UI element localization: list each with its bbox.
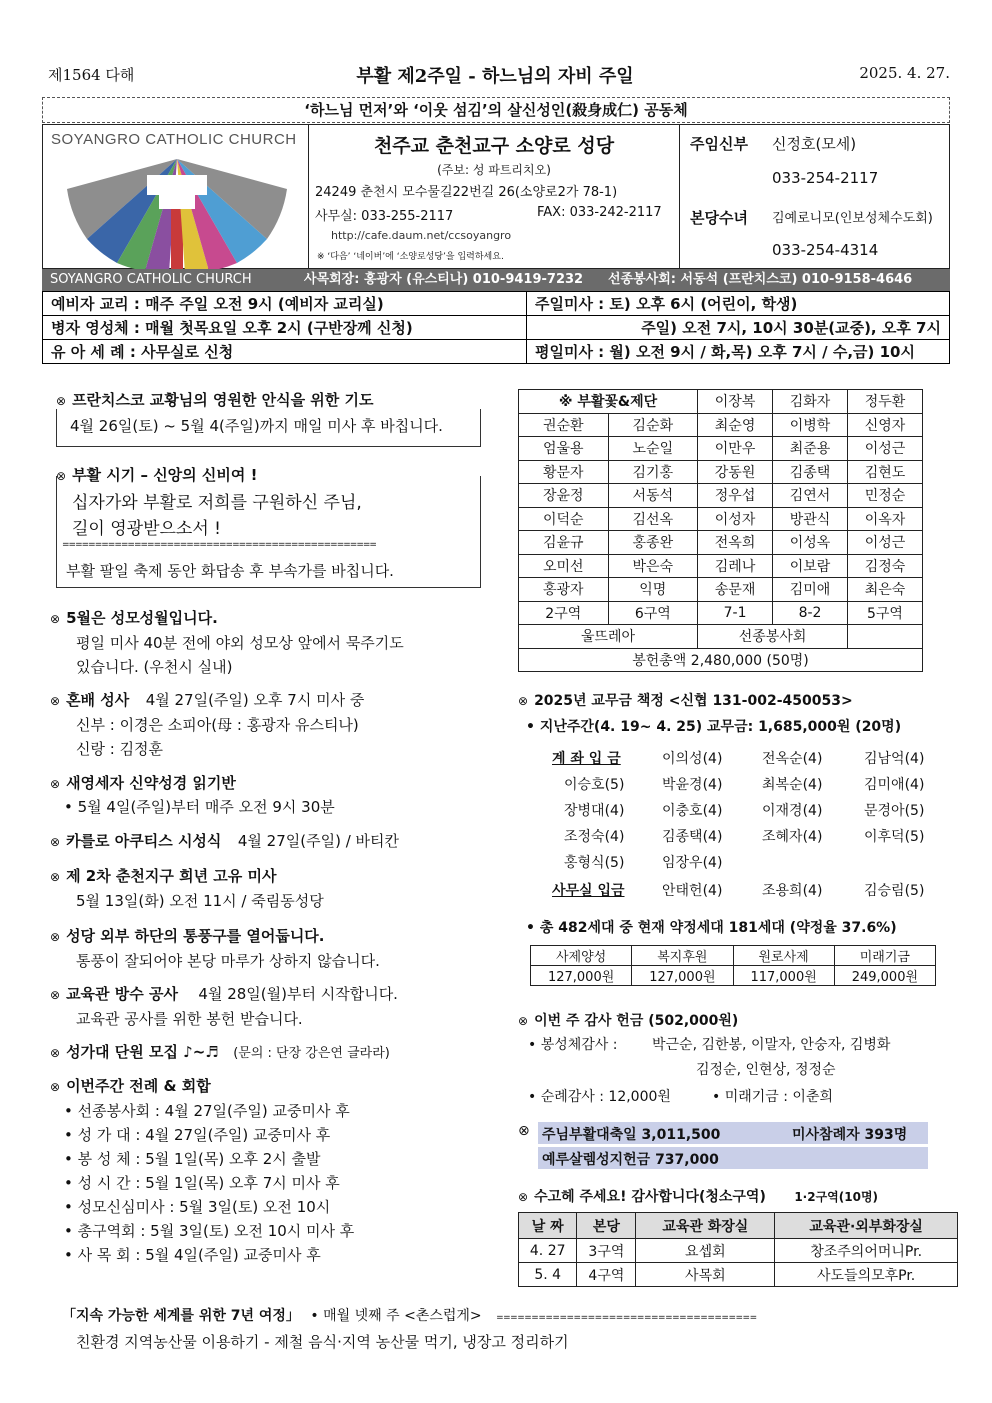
motto-banner: ‘하느님 먼저’와 ‘이웃 섬김’의 살신성인(殺身成仁) 공동체	[42, 97, 950, 123]
list-item: 이후덕(5)	[864, 829, 925, 845]
mission-contact: 선종봉사회: 서동석 (프란치스코) 010-9158-4646	[608, 272, 913, 287]
list-item: • 봉 성 체 : 5월 1일(목) 오후 2시 출발	[64, 1150, 321, 1168]
pope-prayer-title: ⊗ 프란치스코 교황님의 영원한 안식을 위한 기도	[56, 391, 374, 409]
table-cell: 2구역	[519, 601, 609, 625]
table-cell: 117,000원	[733, 966, 834, 986]
table-row	[519, 531, 923, 555]
easter-note: 부활 팔일 축제 동안 화답송 후 부속가를 바칩니다.	[66, 562, 394, 580]
table-cell: 이덕순	[519, 507, 609, 531]
table-cell: 교육관 화장실	[636, 1213, 775, 1239]
week-list	[64, 1100, 354, 1268]
parish-patron: (주보: 성 파트리치오)	[437, 163, 551, 177]
list-item: 전옥순(4)	[762, 751, 823, 767]
vent-notice: ⊗ 성당 외부 하단의 통풍구를 열어둡니다. 통풍이 잘되어야 본당 마루가 상하지 않습니다.	[50, 927, 380, 970]
table-row	[43, 292, 950, 316]
pope-prayer-text: 4월 26일(토) ~ 5월 4(주일)까지 매일 미사 후 바칩니다.	[70, 417, 443, 435]
church-logo-icon	[57, 153, 297, 269]
bullet-icon: ⊗	[50, 835, 61, 849]
easter-offering: 주님부활대축일 3,011,500	[542, 1127, 721, 1143]
may-text1: 평일 미사 40분 전에 야외 성모상 앞에서 묵주기도	[76, 634, 404, 652]
cleaning-table	[518, 1212, 958, 1287]
list-item: 안태헌(4)	[662, 883, 723, 899]
table-cell: 이병학	[773, 413, 848, 437]
table-cell: 정두환	[847, 390, 922, 414]
list-item: 이충호(4)	[662, 803, 723, 819]
schedule-cell: 주일미사 : 토) 오후 6시 (어린이, 학생)	[527, 292, 950, 316]
wedding-notice: ⊗ 혼배 성사 4월 27일(주일) 오후 7시 미사 중 신부 : 이경은 소피아(母 : 홍광자 유스티나) 신랑 : 김정훈	[50, 691, 365, 758]
bullet-icon: ⊗	[518, 694, 529, 708]
bullet-icon: ⊗	[50, 1080, 61, 1094]
bullet-icon: ⊗	[50, 1046, 61, 1060]
acutis-text: 4월 27일(주일) / 바티칸	[237, 832, 399, 850]
table-cell: 창조주의어머니Pr.	[775, 1239, 958, 1263]
table-row	[519, 554, 923, 578]
easter-line1: 십자가와 부활로 저희를 구원하신 주님,	[72, 493, 362, 513]
households-line: • 총 482세대 중 현재 약정세대 181세대 (약정율 37.6%)	[526, 920, 897, 936]
list-item: • 총구역회 : 5월 3일(토) 오전 10시 미사 후	[64, 1222, 355, 1240]
table-cell: 사제양성	[531, 946, 632, 966]
thanks-names1: 박근순, 김한봉, 이말자, 안숭자, 김병화	[652, 1037, 891, 1053]
table-cell: 교육관·외부화장실	[775, 1213, 958, 1239]
table-cell	[847, 625, 922, 649]
table-cell: 김미애	[773, 578, 848, 602]
table-row	[519, 507, 923, 531]
choir-text: (문의 : 단장 강은연 글라라)	[233, 1046, 390, 1061]
easter-line2: 길이 영광받으소서 !	[72, 519, 221, 539]
cafe-link[interactable]: http://cafe.daum.net/ccsoyangro	[331, 229, 512, 242]
table-cell: 이만우	[698, 437, 773, 461]
parish-name: 천주교 춘천교구 소양로 성당	[373, 135, 615, 157]
dues-title: 2025년 교무금 책정 <신협 131-002-450053>	[534, 693, 853, 709]
wedding-groom: 신랑 : 김정훈	[76, 740, 164, 758]
table-cell: ※ 부활꽃&제단	[519, 390, 698, 414]
parish-info	[309, 125, 679, 270]
table-cell: 김윤규	[519, 531, 609, 555]
schedule-cell: 유 아 세 례 : 사무실로 신청	[43, 340, 527, 364]
list-item: 조정숙(4)	[564, 829, 625, 845]
table-cell: 6구역	[608, 601, 698, 625]
edu-notice: ⊗ 교육관 방수 공사 4월 28일(월)부터 시작합니다. 교육관 공사를 위한 봉헌 받습니다.	[50, 985, 398, 1028]
pastor-phone: 033-254-2117	[772, 169, 879, 187]
table-cell: 노순일	[608, 437, 698, 461]
fund-table	[530, 945, 936, 986]
list-item: • 성 시 간 : 5월 1일(목) 오후 7시 미사 후	[64, 1174, 340, 1192]
table-cell: 권순환	[519, 413, 609, 437]
future-fund: • 미래기금 : 이춘희	[712, 1089, 833, 1105]
schedule-cell: 평일미사 : 월) 오전 9시 / 화,목) 오후 7시 / 수,금) 10시	[527, 340, 950, 364]
office-label: 사무실 입금	[552, 883, 625, 899]
table-cell: 이성자	[698, 507, 773, 531]
schedule-cell: 병자 영성체 : 매월 첫목요일 오후 2시 (구반장께 신청)	[43, 316, 527, 340]
issue-number: 제1564 다해	[48, 66, 135, 84]
table-cell: 방관식	[773, 507, 848, 531]
sister-phone: 033-254-4314	[772, 241, 879, 259]
table-cell: 강동원	[698, 460, 773, 484]
table-cell: 장윤정	[519, 484, 609, 508]
pastor-info	[679, 125, 951, 270]
table-cell: 김기홍	[608, 460, 698, 484]
week-schedule: ⊗ 이번주간 전례 & 회합 • 선종봉사회 : 4월 27일(주일) 교중미사 후 • 성 가 대 : 4월 27일(주일) 교중미사 후 • 봉 성 체 : 5월 1일(목) 오후 2시 출발 • 성 시 간 : 5월 1일(목) 오후 7시 미사 후 • 성모신심미사 : 5월 3일(토) 오전 10시 • 총구역회 : 5월 3일(토) 오전 10시 미사 후 • 사 목 회 : 5월 4일(주일) 교중미사 후	[50, 1075, 354, 1268]
schedule-table	[42, 291, 950, 364]
table-cell: 127,000원	[531, 966, 632, 986]
table-cell: 이옥자	[847, 507, 922, 531]
table-cell: 황문자	[519, 460, 609, 484]
bullet-icon: ⊗	[518, 1190, 529, 1204]
table-row	[43, 316, 950, 340]
table-cell: 249,000원	[834, 966, 935, 986]
edu-text: 교육관 공사를 위한 봉헌 받습니다.	[76, 1010, 303, 1028]
sister-label: 본당수녀	[690, 209, 748, 227]
table-cell: 정우섭	[698, 484, 773, 508]
list-item: 김종택(4)	[662, 829, 723, 845]
cleaning-section	[518, 1186, 948, 1206]
table-cell: 전옥희	[698, 531, 773, 555]
table-cell: 김레나	[698, 554, 773, 578]
search-note: ※ ‘다음’ ‘네이버’에 ‘소양로성당’을 입력하세요.	[317, 252, 504, 262]
table-cell: 사도들의모후Pr.	[775, 1263, 958, 1287]
table-cell: 7-1	[698, 601, 773, 625]
schedule-cell: 주일) 오전 7시, 10시 30분(교중), 오후 7시	[527, 316, 950, 340]
list-item: 김승림(5)	[864, 883, 925, 899]
mass2-text: 5월 13일(화) 오전 11시 / 죽림동성당	[76, 892, 324, 910]
may-text2: 있습니다. (우천시 실내)	[76, 658, 233, 676]
council-contact: 사목회장: 홍광자 (유스티나) 010-9419-7232	[304, 272, 584, 287]
may-notice: ⊗ 5월은 성모성월입니다. 평일 미사 40분 전에 야외 성모상 앞에서 묵주기도 있습니다. (우천시 실내)	[50, 609, 404, 676]
cleaning-sub: 1·2구역(10명)	[794, 1190, 879, 1204]
footer-header	[62, 1305, 942, 1325]
infobar-church: SOYANGRO CATHOLIC CHURCH	[50, 272, 252, 287]
table-cell: 이성옥	[773, 531, 848, 555]
jerusalem-bar	[538, 1147, 928, 1169]
bullet-icon: ⊗	[50, 930, 61, 944]
divider: ================================================	[62, 540, 376, 550]
table-cell: 복지후원	[632, 946, 733, 966]
table-row	[43, 340, 950, 364]
table-cell: 8-2	[773, 601, 848, 625]
table-row	[519, 578, 923, 602]
thanks-title: 이번 주 감사 헌금 (502,000원)	[534, 1013, 739, 1029]
list-item: 김미애(4)	[864, 777, 925, 793]
bullet-icon: ⊗	[50, 777, 61, 791]
footer-text: 친환경 지역농산물 이용하기 - 제철 음식·지역 농산물 먹기, 냉장고 정리하기	[76, 1333, 569, 1351]
table-cell: 김순화	[608, 413, 698, 437]
table-cell: 4. 27	[519, 1239, 577, 1263]
easter-offering-bar	[538, 1122, 928, 1144]
table-cell: 127,000원	[632, 966, 733, 986]
bullet-icon: ⊗	[56, 469, 67, 483]
pastor-name: 신정호(모세)	[772, 135, 857, 153]
dues-section	[518, 690, 948, 736]
table-cell: 이성근	[847, 437, 922, 461]
pope-prayer-box	[56, 391, 481, 457]
logo-text: SOYANGRO CATHOLIC CHURCH	[51, 131, 297, 148]
list-item: 이의성(4)	[662, 751, 723, 767]
table-cell: 홍종완	[608, 531, 698, 555]
list-item: 김남억(4)	[864, 751, 925, 767]
table-row	[519, 1213, 958, 1239]
table-cell: 신영자	[847, 413, 922, 437]
table-cell: 최순영	[698, 413, 773, 437]
edu-when: 4월 28일(월)부터 시작합니다.	[198, 985, 398, 1003]
table-cell: 최준용	[773, 437, 848, 461]
nt-text: • 5월 4일(주일)부터 매주 오전 9시 30분	[64, 798, 335, 816]
list-item: 장병대(4)	[564, 803, 625, 819]
bullet-icon: ⊗	[50, 870, 61, 884]
footer-title: 「지속 가능한 세계를 위한 7년 여정」	[62, 1308, 300, 1324]
table-row	[519, 1263, 958, 1287]
flower-donors-table	[518, 389, 923, 672]
table-row	[519, 625, 923, 649]
table-cell: 김화자	[773, 390, 848, 414]
table-cell: 엄울용	[519, 437, 609, 461]
table-cell: 날 짜	[519, 1213, 577, 1239]
fax-number: FAX: 033-242-2117	[537, 205, 662, 220]
list-item: 조혜자(4)	[762, 829, 823, 845]
table-row	[519, 484, 923, 508]
table-cell: 김현도	[847, 460, 922, 484]
table-cell: 김연서	[773, 484, 848, 508]
easter-title: ⊗ 부활 시기 – 신앙의 신비여 !	[56, 466, 258, 484]
cleaning-title: 수고헤 주세요! 감사합니다(청소구역)	[534, 1189, 766, 1205]
bullet-icon: ⊗	[518, 1123, 530, 1139]
vent-text: 통풍이 잘되어야 본당 마루가 상하지 않습니다.	[76, 952, 380, 970]
bullet-icon: ⊗	[50, 988, 61, 1002]
acutis-notice: ⊗ 카를로 아쿠티스 시성식 4월 27일(주일) / 바티칸	[50, 832, 399, 850]
thanks-label: • 봉성체감사 :	[528, 1037, 618, 1053]
list-item: 이승호(5)	[564, 777, 625, 793]
list-item: 최복순(4)	[762, 777, 823, 793]
table-cell: 이보람	[773, 554, 848, 578]
table-cell: 오미선	[519, 554, 609, 578]
wedding-bride: 신부 : 이경은 소피아(母 : 홍광자 유스티나)	[76, 716, 359, 734]
table-cell: 5. 4	[519, 1263, 577, 1287]
logo-area	[43, 125, 309, 270]
easter-box	[56, 464, 481, 588]
jerusalem-offering: 예루살렘성지헌금 737,000	[542, 1152, 719, 1168]
table-row	[519, 437, 923, 461]
dues-week: • 지난주간(4. 19~ 4. 25) 교무금: 1,685,000원 (20명)	[526, 719, 902, 735]
table-cell: 선종봉사회	[698, 625, 848, 649]
nt-reading-notice: ⊗ 새영세자 신약성경 읽기반 • 5월 4일(주일)부터 매주 오전 9시 30분	[50, 774, 335, 816]
list-item: 문경아(5)	[864, 803, 925, 819]
table-row	[519, 648, 923, 672]
list-item: • 선종봉사회 : 4월 27일(주일) 교중미사 후	[64, 1102, 350, 1120]
table-row	[519, 601, 923, 625]
table-row	[519, 1239, 958, 1263]
bullet-icon: ⊗	[50, 612, 61, 626]
table-row	[519, 460, 923, 484]
table-cell: 김선옥	[608, 507, 698, 531]
list-item: 박윤경(4)	[662, 777, 723, 793]
table-cell: 김정숙	[847, 554, 922, 578]
table-cell: 민정순	[847, 484, 922, 508]
table-cell: 본당	[577, 1213, 636, 1239]
list-item: • 사 목 회 : 5월 4일(주일) 교중미사 후	[64, 1246, 321, 1264]
list-item: • 성 가 대 : 4월 27일(주일) 교중미사 후	[64, 1126, 331, 1144]
table-row	[519, 390, 923, 414]
table-cell: 미래기금	[834, 946, 935, 966]
thanks-section	[518, 1010, 948, 1030]
table-cell: 이장복	[698, 390, 773, 414]
table-cell: 최은숙	[847, 578, 922, 602]
table-cell: 이성근	[847, 531, 922, 555]
thanks-names2: 김정순, 인현상, 정정순	[696, 1062, 836, 1078]
table-cell: 울뜨레아	[519, 625, 698, 649]
bullet-icon: ⊗	[50, 694, 61, 708]
page-title: 부활 제2주일 - 하느님의 자비 주일	[356, 66, 634, 87]
table-cell: 4구역	[577, 1263, 636, 1287]
jubilee-mass-notice: ⊗ 제 2차 춘천지구 희년 고유 미사 5월 13일(화) 오전 11시 / 죽림동성당	[50, 867, 324, 910]
dues-names	[518, 748, 948, 908]
table-row	[531, 966, 936, 986]
table-cell: 봉헌총액 2,480,000 (50명)	[519, 648, 923, 672]
parish-address: 24249 춘천시 모수물길22번길 26(소양로2가 78-1)	[315, 185, 618, 200]
table-cell: 홍광자	[519, 578, 609, 602]
table-cell: 사목회	[636, 1263, 775, 1287]
table-row	[531, 946, 936, 966]
divider: =====================================	[496, 1313, 757, 1323]
account-label: 계 좌 입 금	[552, 751, 621, 767]
contact-bar	[42, 269, 950, 291]
sister-name: 김예로니모(인보성체수도회)	[772, 211, 933, 226]
table-cell: 서동석	[608, 484, 698, 508]
table-cell: 김종택	[773, 460, 848, 484]
office-phone: 사무실: 033-255-2117	[315, 209, 454, 224]
table-cell: 5구역	[847, 601, 922, 625]
table-cell: 3구역	[577, 1239, 636, 1263]
schedule-cell: 예비자 교리 : 매주 주일 오전 9시 (예비자 교리실)	[43, 292, 527, 316]
table-cell: 원로사제	[733, 946, 834, 966]
header-box	[42, 124, 950, 269]
footer-sub: • 매월 넷째 주 <촌스럽게>	[310, 1308, 482, 1324]
table-cell: 박은숙	[608, 554, 698, 578]
choir-notice: ⊗ 성가대 단원 모집 ♪~♬ (문의 : 단장 강은연 글라라)	[50, 1043, 390, 1061]
pilgrim-thanks: • 순례감사 : 12,000원	[528, 1089, 671, 1105]
issue-date: 2025. 4. 27.	[859, 64, 950, 82]
table-cell: 익명	[608, 578, 698, 602]
list-item: 조용희(4)	[762, 883, 823, 899]
bullet-icon: ⊗	[518, 1014, 529, 1028]
attendance: 미사참례자 393명	[792, 1127, 908, 1143]
pastor-label: 주임신부	[690, 135, 748, 153]
list-item: 홍형식(5)	[564, 855, 625, 871]
bullet-icon: ⊗	[56, 394, 67, 408]
issue-header	[40, 62, 950, 88]
wedding-when: 4월 27일(주일) 오후 7시 미사 중	[145, 691, 365, 709]
list-item: • 성모신심미사 : 5월 3일(토) 오전 10시	[64, 1198, 331, 1216]
table-cell: 송문재	[698, 578, 773, 602]
table-cell: 요셉회	[636, 1239, 775, 1263]
list-item: 이재경(4)	[762, 803, 823, 819]
list-item: 임장우(4)	[662, 855, 723, 871]
table-row	[519, 413, 923, 437]
